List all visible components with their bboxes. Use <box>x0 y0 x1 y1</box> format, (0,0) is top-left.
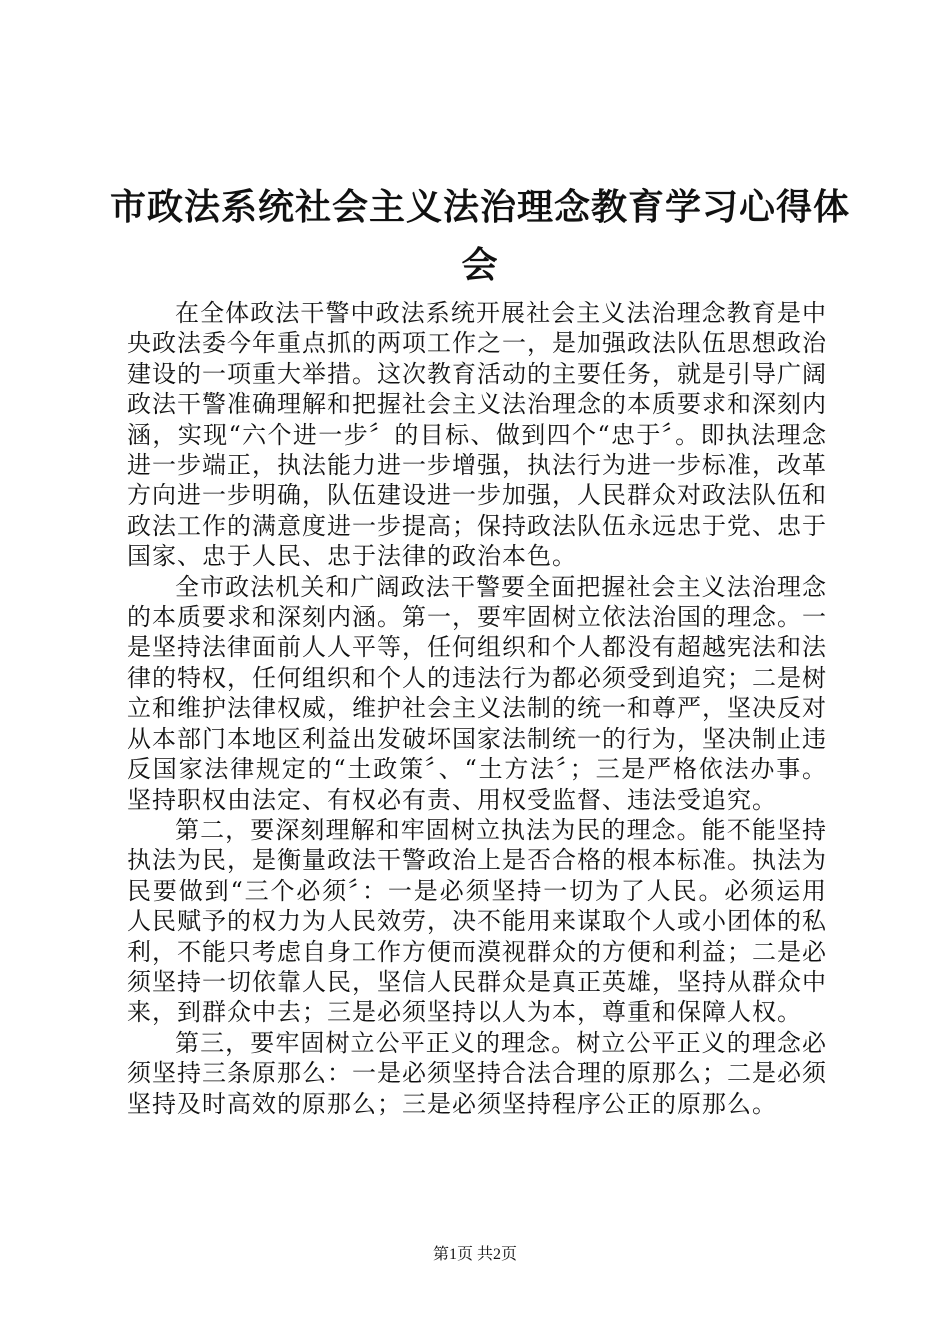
document-title: 市政法系统社会主义法治理念教育学习心得体会 <box>110 186 851 286</box>
paragraph-1: 在全体政法干警中政法系统开展社会主义法治理念教育是中央政法委今年重点抓的两项工作之一，是加强政法队伍思想政治建设的一项重大举措。这次教育活动的主要任务，就是引导广阔政法干警准确理解和把握社会主义法治理念的本质要求和深刻内涵，实现“六个进一步〞的目标、做到四个“忠于〞。即执法理念进一步端正，执法能力进一步增强，执法行为进一步标准，改革方向进一步明确，队伍建设进一步加强，人民群众对政法队伍和政法工作的满意度进一步提高；保持政法队伍永远忠于党、忠于国家、忠于人民、忠于法律的政治本色。 <box>127 299 827 571</box>
paragraph-2: 全市政法机关和广阔政法干警要全面把握社会主义法治理念的本质要求和深刻内涵。第一，要牢固树立依法治国的理念。一是坚持法律面前人人平等，任何组织和个人都没有超越宪法和法律的特权，任何组织和个人的违法行为都必须受到追究；二是树立和维护法律权威，维护社会主义法制的统一和尊严，坚决反对从本部门本地区利益出发破坏国家法制统一的行为，坚决制止违反国家法律规定的“土政策〞、“土方法〞；三是严格依法办事。坚持职权由法定、有权必有责、用权受监督、违法受追究。 <box>127 572 827 814</box>
paragraph-4: 第三，要牢固树立公平正义的理念。树立公平正义的理念必须坚持三条原那么：一是必须坚持合法合理的原那么；二是必须坚持及时高效的原那么；三是必须坚持程序公正的原那么。 <box>127 1028 827 1118</box>
document-body <box>127 298 827 1119</box>
page-number-footer: 第1页 共2页 <box>432 1246 517 1263</box>
paragraph-3: 第二，要深刻理解和牢固树立执法为民的理念。能不能坚持执法为民，是衡量政法干警政治上是否合格的根本标准。执法为民要做到“三个必须〞：一是必须坚持一切为了人民。必须运用人民赋予的权力为人民效劳，决不能用来谋取个人或小团体的私利，不能只考虑自身工作方便而漠视群众的方便和利益；二是必须坚持一切依靠人民，坚信人民群众是真正英雄，坚持从群众中来，到群众中去；三是必须坚持以人为本，尊重和保障人权。 <box>127 815 827 1027</box>
